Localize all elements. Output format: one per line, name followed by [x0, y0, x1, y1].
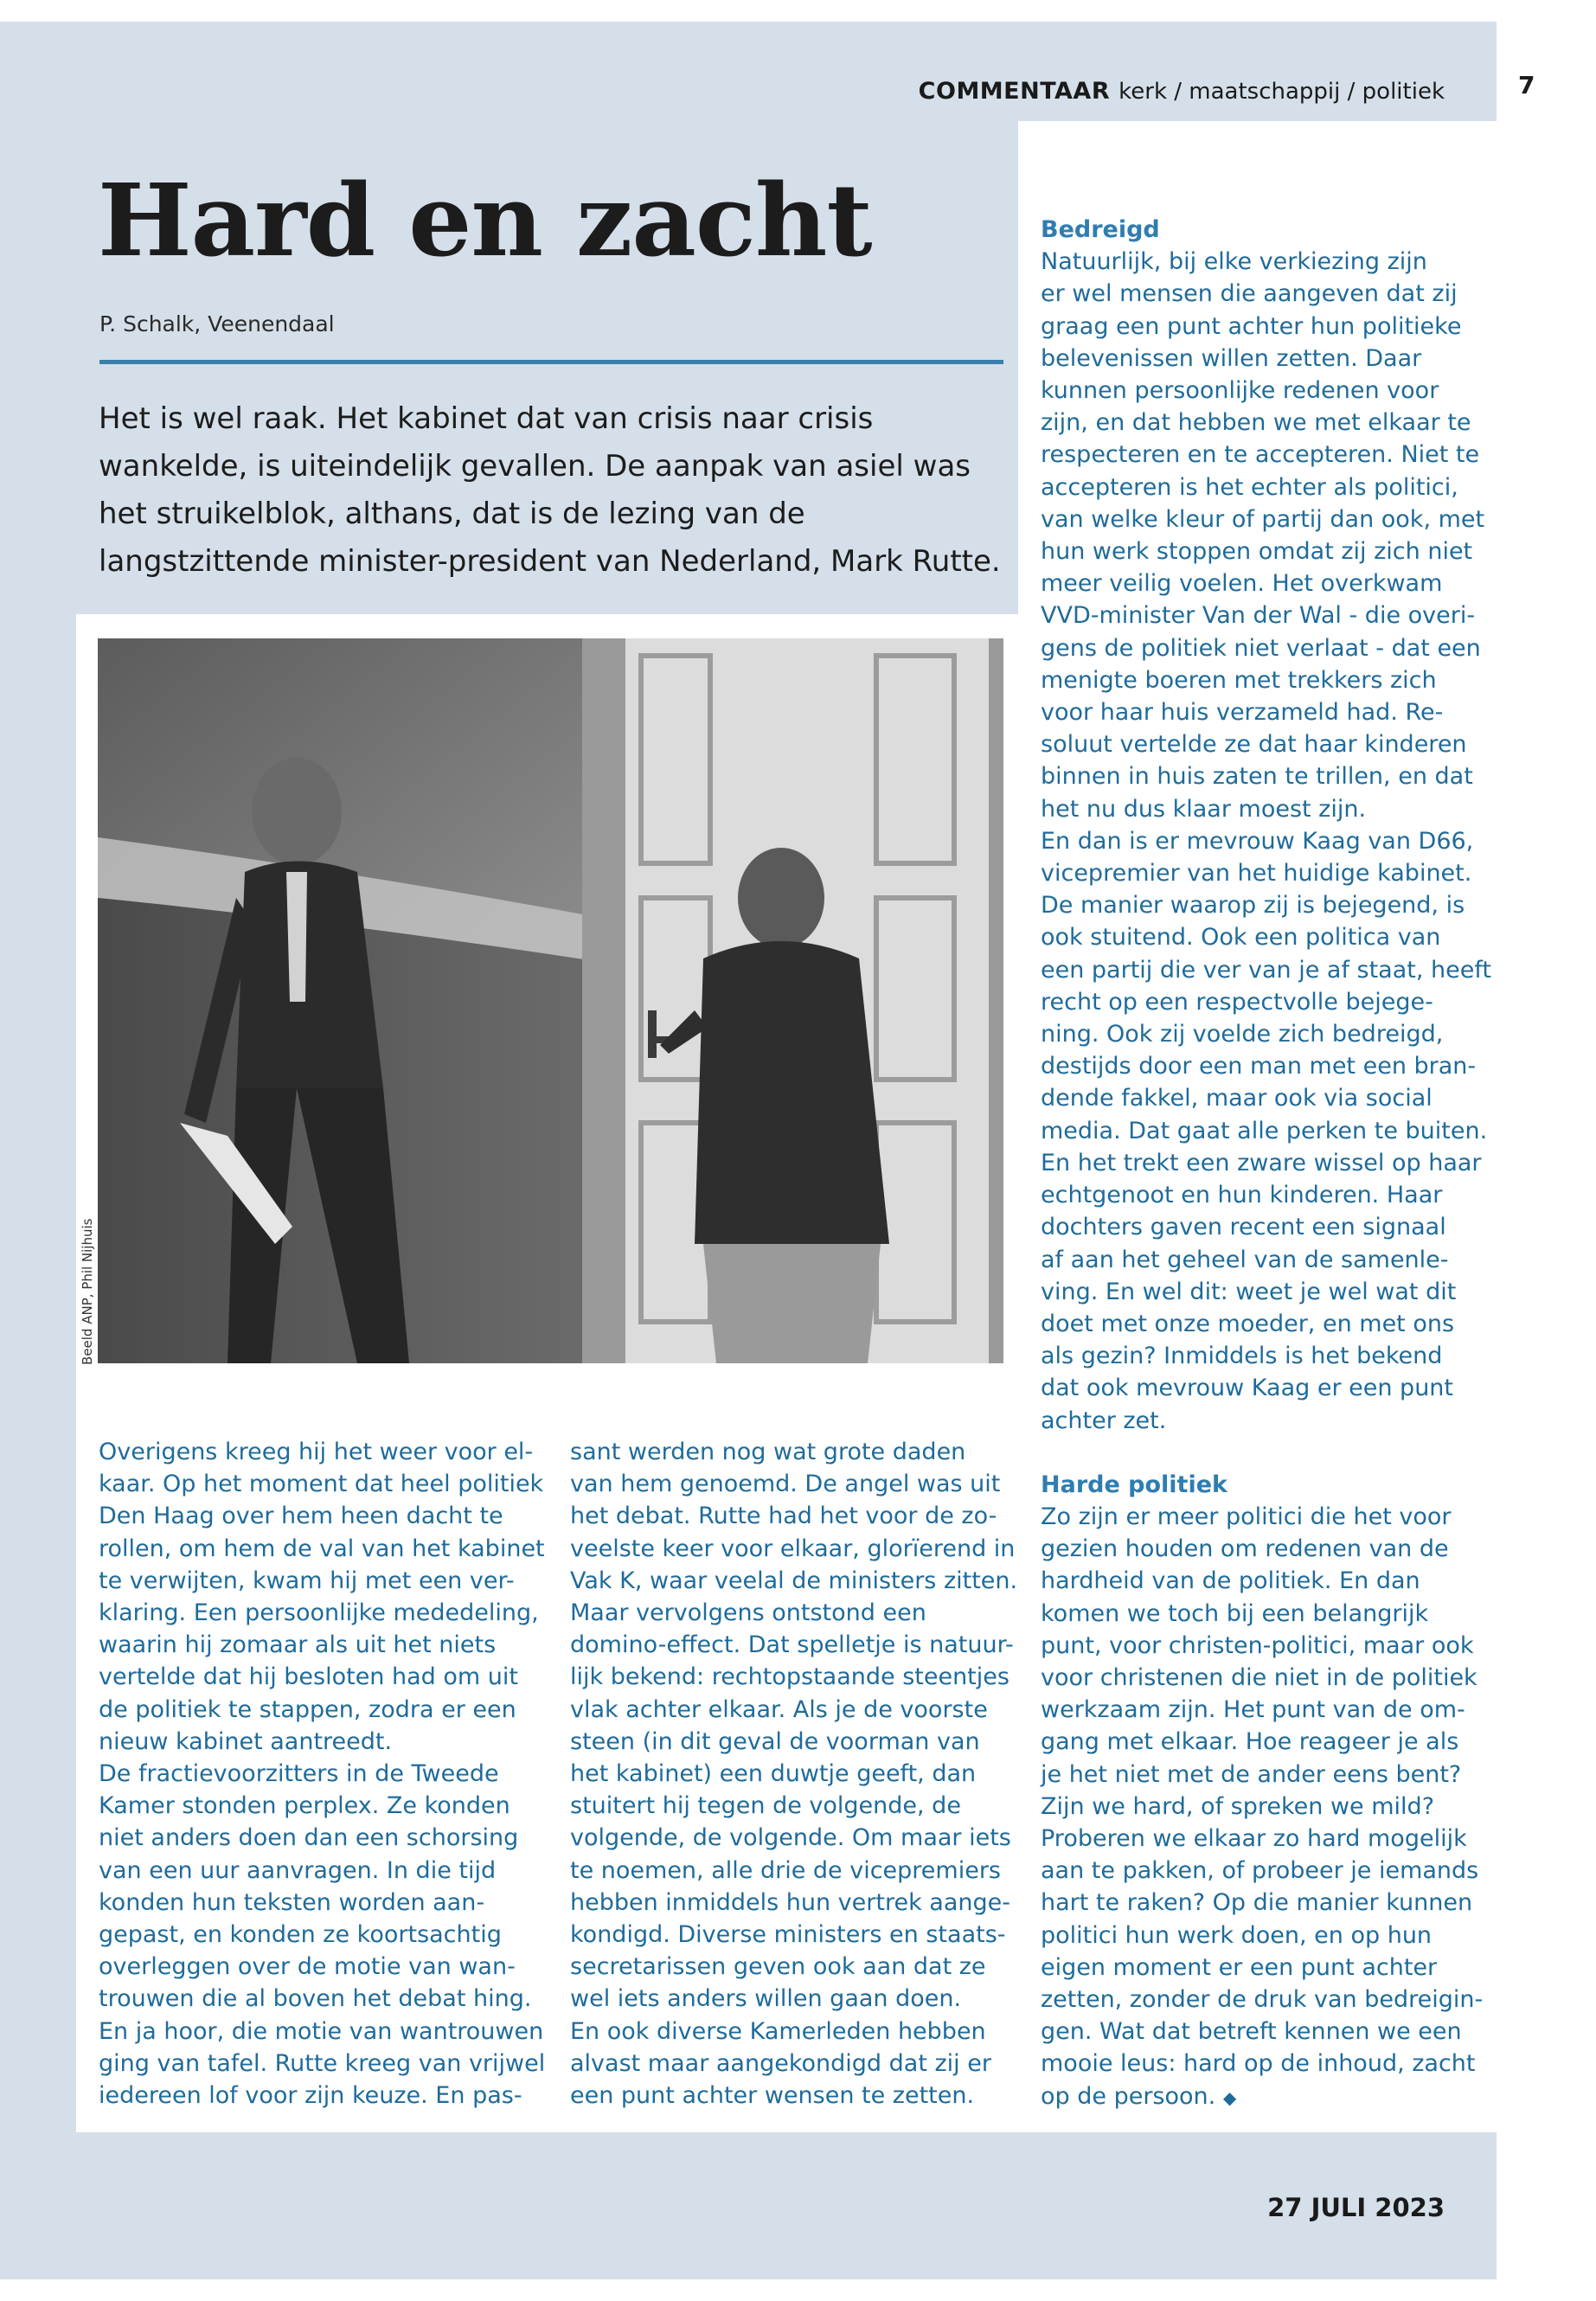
- body-line: Den Haag over hem heen dacht te: [99, 1503, 503, 1530]
- body-line: En het trekt een zware wissel op haar: [1041, 1149, 1482, 1176]
- body-line: politici hun werk doen, en op hun: [1041, 1921, 1433, 1949]
- body-line: kunnen persoonlijke redenen voor: [1041, 377, 1439, 405]
- body-line: iedereen lof voor zijn keuze. En pas-: [99, 2082, 522, 2110]
- body-line: Overigens kreeg hij het weer voor el-: [99, 1439, 534, 1465]
- photo-credit: Beeld ANP, Phil Nijhuis: [80, 1218, 95, 1365]
- body-line: De manier waarop zij is bejegend, is: [1041, 892, 1465, 920]
- body-line: secretarissen geven ook aan dat ze: [570, 1953, 986, 1981]
- body-line: zijn, en dat hebben we met elkaar te: [1041, 409, 1471, 437]
- body-line: belevenissen willen zetten. Daar: [1041, 344, 1422, 372]
- body-line: dat ook mevrouw Kaag er een punt: [1041, 1375, 1454, 1402]
- section-label: COMMENTAAR: [918, 78, 1111, 105]
- body-line: gang met elkaar. Hoe reageer je als: [1041, 1728, 1459, 1756]
- body-line: menigte boeren met trekkers zich: [1041, 666, 1437, 694]
- body-line: aan te pakken, of probeer je iemands: [1041, 1857, 1479, 1885]
- body-line: veelste keer voor elkaar, glorïerend in: [570, 1535, 1016, 1562]
- body-line: En ook diverse Kamerleden hebben: [570, 2017, 986, 2045]
- body-line: destijds door een man met een bran-: [1041, 1053, 1477, 1080]
- body-line: van welke kleur of partij dan ook, met: [1041, 505, 1485, 533]
- body-line: hardheid van de politiek. En dan: [1041, 1567, 1420, 1595]
- body-line: soluut vertelde ze dat haar kinderen: [1041, 731, 1467, 759]
- column-3: [1041, 214, 1491, 2114]
- end-mark-icon: ◆: [1222, 2086, 1237, 2108]
- body-line: hart te raken? Op die manier kunnen: [1041, 1889, 1473, 1917]
- body-line: achter zet.: [1041, 1407, 1167, 1434]
- body-line: op de persoon.: [1041, 2082, 1216, 2110]
- subheading: Bedreigd: [1041, 216, 1160, 243]
- lead-paragraph: Het is wel raak. Het kabinet dat van crisis naar crisis wankelde, is uiteindelijk gevallen. De aanpak van asiel was het struikelblok, althans, dat is de lezing van de langstzittende minister-president van Nederland, Mark Rutte.: [99, 401, 1001, 579]
- body-line: En dan is er mevrouw Kaag van D66,: [1041, 827, 1474, 855]
- body-line: rollen, om hem de val van het kabinet: [99, 1535, 545, 1562]
- body-line: gezien houden om redenen van de: [1041, 1535, 1449, 1563]
- body-line: trouwen die al boven het debat hing.: [99, 1985, 532, 2013]
- body-line: vlak achter elkaar. Als je de voorste: [570, 1695, 988, 1723]
- body-line: het debat. Rutte had het voor de zo-: [570, 1503, 997, 1530]
- subheading: Harde politiek: [1041, 1471, 1227, 1498]
- body-line: af aan het geheel van de samenle-: [1041, 1246, 1449, 1273]
- body-line: echtgenoot en hun kinderen. Haar: [1041, 1182, 1443, 1209]
- body-line: wel iets anders willen gaan doen.: [570, 1985, 962, 2013]
- column-1: [99, 1436, 545, 2112]
- body-line: voor christenen die niet in de politiek: [1041, 1663, 1477, 1691]
- body-line: een partij die ver van je af staat, heeft: [1041, 956, 1491, 984]
- section-subjects: kerk / maatschappij / politiek: [1118, 79, 1445, 105]
- body-line: Proberen we elkaar zo hard mogelijk: [1041, 1824, 1467, 1852]
- body-line: Natuurlijk, bij elke verkiezing zijn: [1041, 248, 1427, 276]
- body-line: van hem genoemd. De angel was uit: [570, 1471, 1001, 1498]
- body-line: van een uur aanvragen. In die tijd: [99, 1856, 497, 1884]
- body-line: dochters gaven recent een signaal: [1041, 1214, 1446, 1241]
- body-line: De fractievoorzitters in de Tweede: [99, 1760, 499, 1788]
- body-line: [1041, 2080, 1491, 2114]
- body-line: gens de politiek niet verlaat - dat een: [1041, 634, 1481, 662]
- body-line: het kabinet) een duwtje geeft, dan: [570, 1760, 977, 1788]
- body-line: lijk bekend: rechtopstaande steentjes: [570, 1663, 1010, 1691]
- body-line: graag een punt achter hun politieke: [1041, 312, 1462, 340]
- body-line: vicepremier van het huidige kabinet.: [1041, 860, 1472, 888]
- body-line: hebben inmiddels hun vertrek aange-: [570, 1888, 1010, 1916]
- body-line: een punt achter wensen te zetten.: [570, 2082, 975, 2110]
- body-line: VVD-minister Van der Wal - die overi-: [1041, 602, 1476, 630]
- body-line: ning. Ook zij voelde zich bedreigd,: [1041, 1021, 1444, 1048]
- body-line: domino-effect. Dat spelletje is natuur-: [570, 1631, 1014, 1659]
- byline: P. Schalk, Veenendaal: [99, 311, 335, 336]
- body-line: Zo zijn er meer politici die het voor: [1041, 1503, 1452, 1530]
- body-line: hun werk stoppen omdat zij zich niet: [1041, 538, 1473, 566]
- body-line: je het niet met de ander eens bent?: [1041, 1760, 1462, 1788]
- body-line: zetten, zonder de druk van bedreigin-: [1041, 1985, 1484, 2013]
- body-line: recht op een respectvolle bejege-: [1041, 988, 1433, 1016]
- body-line: kaar. Op het moment dat heel politiek: [99, 1471, 544, 1498]
- section-header: [919, 78, 1445, 105]
- body-line: gepast, en konden ze koortsachtig: [99, 1921, 502, 1949]
- body-line: stuitert hij tegen de volgende, de: [570, 1792, 961, 1820]
- body-line: Maar vervolgens ontstond een: [570, 1599, 926, 1627]
- paragraph-gap: [1041, 1437, 1491, 1469]
- body-line: waarin hij zomaar als uit het niets: [99, 1631, 497, 1659]
- body-line: komen we toch bij een belangrijk: [1041, 1599, 1429, 1627]
- body-line: Kamer stonden perplex. Ze konden: [99, 1792, 510, 1820]
- body-line: punt, voor christen-politici, maar ook: [1041, 1631, 1474, 1659]
- body-line: nieuw kabinet aantreedt.: [99, 1727, 393, 1755]
- body-line: ook stuitend. Ook een politica van: [1041, 924, 1441, 952]
- body-line: werkzaam zijn. Het punt van de om-: [1041, 1696, 1465, 1724]
- body-line: doet met onze moeder, en met ons: [1041, 1310, 1455, 1337]
- body-line: accepteren is het echter als politici,: [1041, 473, 1458, 501]
- body-line: overleggen over de motie van wan-: [99, 1953, 516, 1981]
- column-2: [570, 1436, 1017, 2112]
- body-line: ging van tafel. Rutte kreeg van vrijwel: [99, 2049, 546, 2077]
- body-line: respecteren en te accepteren. Niet te: [1041, 441, 1480, 469]
- body-line: mooie leus: hard op de inhoud, zacht: [1041, 2050, 1476, 2078]
- body-line: eigen moment er een punt achter: [1041, 1953, 1438, 1981]
- body-line: kondigd. Diverse ministers en staats-: [570, 1921, 1006, 1949]
- body-line: te noemen, alle drie de vicepremiers: [570, 1856, 1001, 1884]
- body-line: als gezin? Inmiddels is het bekend: [1041, 1343, 1443, 1370]
- body-line: sant werden nog wat grote daden: [570, 1439, 966, 1465]
- body-line: steen (in dit geval de voorman van: [570, 1727, 980, 1755]
- body-line: niet anders doen dan een schorsing: [99, 1824, 519, 1852]
- body-line: volgende, de volgende. Om maar iets: [570, 1824, 1011, 1852]
- body-line: er wel mensen die aangeven dat zij: [1041, 280, 1458, 308]
- issue-date: 27 JULI 2023: [1267, 2193, 1445, 2222]
- body-line: de politiek te stappen, zodra er een: [99, 1695, 516, 1723]
- headline: Hard en zacht: [98, 163, 872, 279]
- body-line: Vak K, waar veelal de ministers zitten.: [570, 1567, 1018, 1594]
- body-line: dende fakkel, maar ook via social: [1041, 1085, 1433, 1112]
- body-line: voor haar huis verzameld had. Re-: [1041, 699, 1444, 727]
- page-number: 7: [1518, 71, 1535, 99]
- headline-rule: [99, 360, 1003, 364]
- body-line: meer veilig voelen. Het overkwam: [1041, 570, 1443, 598]
- photo-rutte-leaving: [98, 638, 1003, 1363]
- body-line: gen. Wat dat betreft kennen we een: [1041, 2018, 1462, 2046]
- body-line: te verwijten, kwam hij met een ver-: [99, 1567, 515, 1594]
- body-line: klaring. Een persoonlijke mededeling,: [99, 1599, 539, 1627]
- body-line: konden hun teksten worden aan-: [99, 1888, 485, 1916]
- body-line: ving. En wel dit: weet je wel wat dit: [1041, 1278, 1457, 1305]
- body-line: alvast maar aangekondigd dat zij er: [570, 2049, 991, 2077]
- body-line: En ja hoor, die motie van wantrouwen: [99, 2017, 544, 2045]
- body-line: het nu dus klaar moest zijn.: [1041, 795, 1367, 823]
- article-photo: [98, 638, 1003, 1363]
- body-line: vertelde dat hij besloten had om uit: [99, 1663, 518, 1691]
- body-line: binnen in huis zaten te trillen, en dat: [1041, 763, 1473, 791]
- body-line: media. Dat gaat alle perken te buiten.: [1041, 1117, 1488, 1144]
- body-line: Zijn we hard, of spreken we mild?: [1041, 1792, 1435, 1820]
